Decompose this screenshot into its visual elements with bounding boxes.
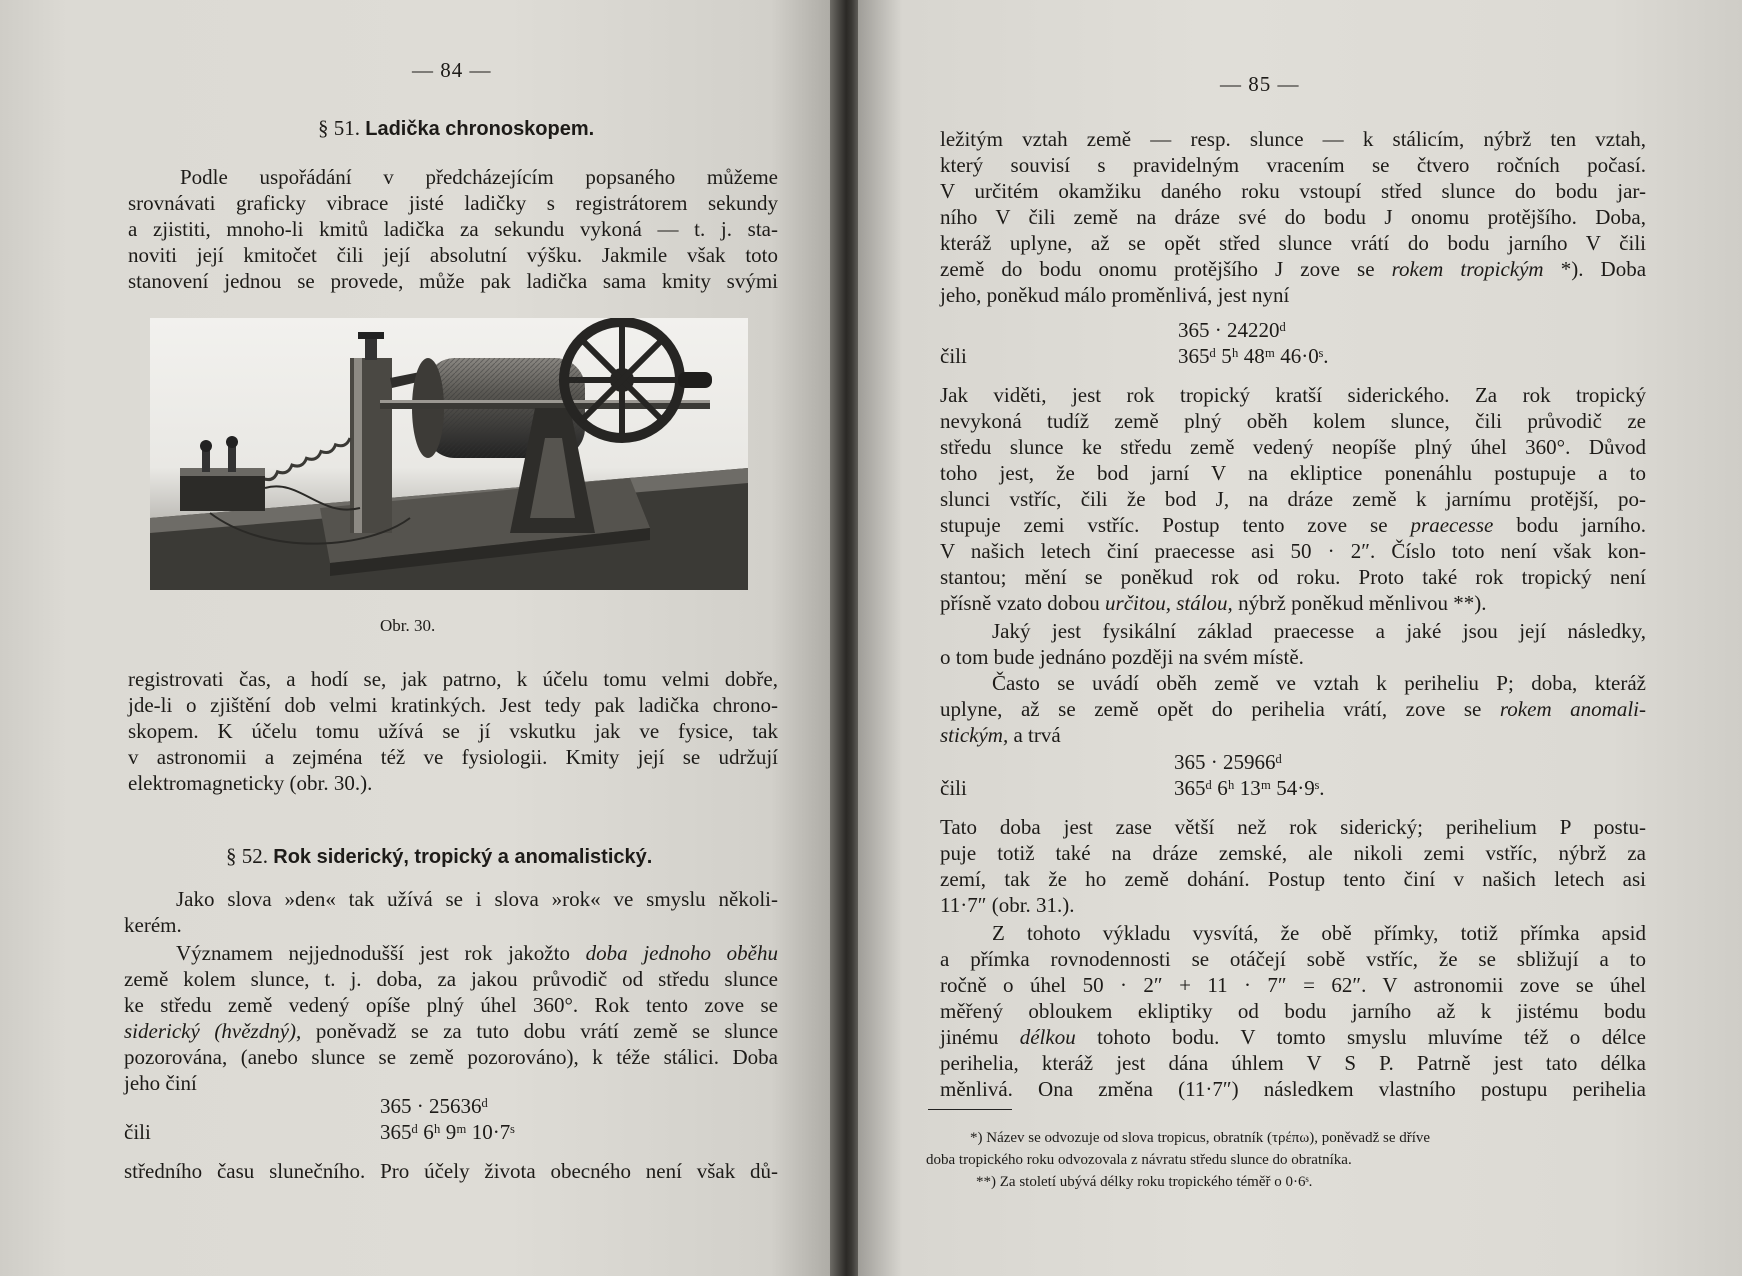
- paragraph: Jaký jest fysikální základ praecesse a jaké jsou její následky, o tom bude jednáno později na svém místě.: [940, 619, 1646, 669]
- formula: 365ᵈ 5ʰ 48ᵐ 46·0ˢ.: [1178, 344, 1329, 368]
- footnote: *) Název se odvozuje od slova tropicus, obratník (τρέπω), poněvadž se dříve: [970, 1130, 1431, 1146]
- formula: 365 · 24220ᵈ: [1178, 318, 1287, 342]
- paragraph: Podle uspořádání v předcházejícím popsaného můžeme srovnávati graficky vibrace jisté ladičky s registrátorem sekundy a zjistiti, mnoho-li kmitů ladička za sekundu vykoná — t. j. sta- noviti její kmitočet čili její absolutní výšku. Jakmile však toto stanovení jednou se provede, může pak ladička sama kmity svými: [128, 165, 778, 293]
- page-number: — 85 —: [1220, 72, 1300, 96]
- formula-label: čili: [124, 1120, 151, 1144]
- paragraph: Jak viděti, jest rok tropický kratší siderického. Za rok tropický nevykoná tudíž země plný oběh kolem slunce, čili průvodič ze středu slunce ke středu země vedený neopíše plný úhel 360°. Důvod toho jest, že bod jarní V na ekliptice ponenáhlu postupuje a to slunci vstříc, čili že bod J, na dráze země k jarnímu protější, po- stupuje zemi vstříc. Postup tento zove se praecesse bodu jarního. V našich letech činí praecesse asi 50 · 2″. Číslo toto není však kon- stantou; mění se poněkud rok od roku. Proto také rok tropický není přísně vzato dobou určitou, stálou, nýbrž poněkud měnlivou **).: [940, 383, 1647, 615]
- section-heading: [226, 844, 652, 869]
- formula: 365 · 25636ᵈ: [380, 1094, 489, 1118]
- section-number: § 51.: [318, 116, 360, 140]
- paragraph: ležitým vztah země — resp. slunce — k stálicím, nýbrž ten vztah, který souvisí s pravidelným vracením se čtvero ročních počasí. V určitém okamžiku daného roku vstoupí střed slunce do bodu jar- ního V čili země na dráze své do bodu J onomu protějšího. Doba, kteráž uplyne, až se opět střed slunce vrátí do bodu jarního V čili země do bodu onomu protějšího J zove se rokem tropickým *). Doba jeho, poněkud málo proměnlivá, jest nyní: [940, 127, 1647, 307]
- paragraph: Jako slova »den« tak užívá se i slova »rok« ve smyslu několi- kerém.: [124, 887, 778, 937]
- paragraph: středního času slunečního. Pro účely života obecného není však dů-: [124, 1159, 778, 1183]
- section-title: Ladička chronoskopem.: [365, 118, 595, 140]
- figure-caption: Obr. 30.: [380, 616, 436, 635]
- paragraph: Významem nejjednodušší jest rok jakožto doba jednoho oběhu země kolem slunce, t. j. doba, za jakou průvodič od středu slunce ke středu země vedený opíše plný úhel 360°. Rok tento zove se siderický (hvězdný), poněvadž se za tuto dobu vrátí země se slunce pozorována, (anebo slunce se země pozorováno), k téže stálici. Doba jeho činí: [124, 941, 779, 1095]
- formula-label: čili: [940, 344, 967, 368]
- paragraph: Tato doba jest zase větší než rok siderický; perihelium P postu- puje totiž také na dráze zemské, ale nikoli zemi vstříc, nýbrž za zemí, tak že ho země dohání. Postup tento činí v našich letech asi 11·7″ (obr. 31.).: [940, 815, 1646, 917]
- paragraph: Z tohoto výkladu vysvítá, že obě přímky, totiž přímka apsid a přímka rovnodennosti se otáčejí sobě vstříc, že se sbližují a to ročně o úhel 50 · 2″ + 11 · 7″ = 62″. V astronomii zove se úhel měřený obloukem ekliptiky od bodu jarního až k jistému bodu jinému délkou tohoto bodu. V tomto smyslu mluvíme též o délce perihelia, kteráž jest dána úhlem V S P. Patrně jest tato délka měnlivá. Ona změna (11·7″) následkem vlastního postupu perihelia: [940, 921, 1646, 1101]
- right-page: [858, 0, 1742, 1276]
- section-number: § 52.: [226, 844, 268, 868]
- page-number: — 84 —: [412, 58, 492, 82]
- formula: 365ᵈ 6ʰ 13ᵐ 54·9ˢ.: [1174, 776, 1325, 800]
- footnote: **) Za století ubývá délky roku tropického téměř o 0·6ˢ.: [976, 1174, 1313, 1190]
- paragraph: registrovati čas, a hodí se, jak patrno, k účelu tomu velmi dobře, jde-li o zjištění dob velmi kratinkých. Jest tedy pak ladička chrono- skopem. K účelu tomu užívá se jí vskutku jak ve fysice, tak v astronomii a zejména též ve fysiologii. Kmity její se udržují elektromagneticky (obr. 30.).: [128, 667, 778, 795]
- paragraph: Často se uvádí oběh země ve vztah k periheliu P; doba, kteráž uplyne, až se země opět do perihelia vrátí, zove se rokem anomali- stickým, a trvá: [940, 671, 1646, 747]
- footnote-rule: [928, 1109, 1012, 1110]
- chronoscope-illustration: [150, 318, 748, 590]
- section-title: Rok siderický, tropický a anomalistický.: [273, 846, 653, 868]
- formula-label: čili: [940, 776, 967, 800]
- section-heading: [318, 116, 594, 141]
- formula: 365 · 25966ᵈ: [1174, 750, 1283, 774]
- formula: 365ᵈ 6ʰ 9ᵐ 10·7ˢ: [380, 1120, 515, 1144]
- footnote: doba tropického roku odvozovala z návratu středu slunce do obratníka.: [926, 1152, 1352, 1168]
- chronoscope-image: [150, 318, 748, 590]
- left-page: [0, 0, 838, 1276]
